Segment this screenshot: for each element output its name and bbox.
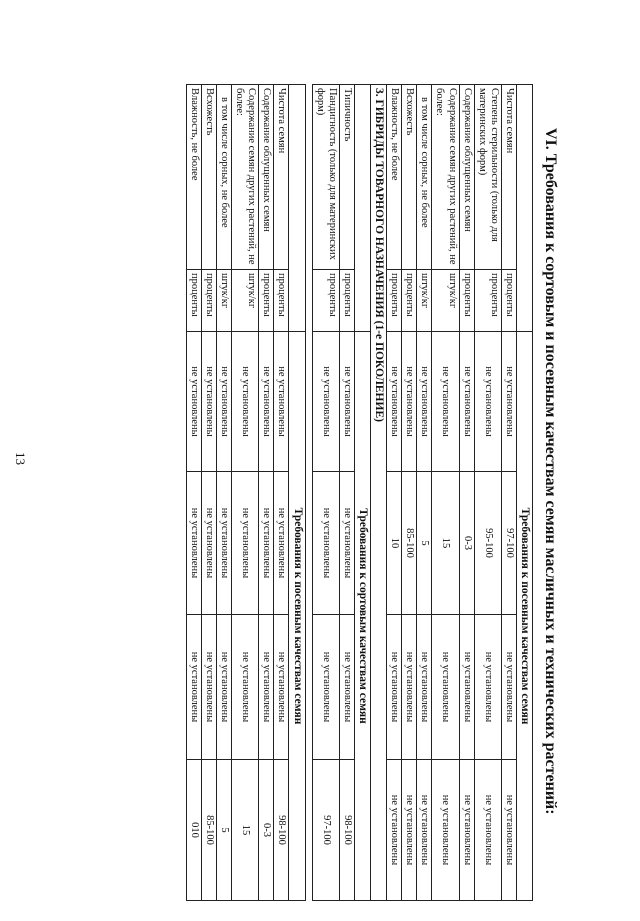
indicator-name: Всхожесть — [202, 85, 217, 270]
indicator-name: Содержание семян других растений, не более: — [432, 85, 459, 270]
unit-cell: проценты — [274, 270, 289, 332]
value-cell: не установлены — [501, 760, 516, 901]
indicator-name: Содержание семян других растений, не более: — [232, 85, 259, 270]
unit-cell: проценты — [459, 270, 474, 332]
value-cell: не установлены — [387, 760, 402, 901]
indicator-name: Типичность — [339, 85, 354, 270]
subheader-title: Требования к посевным качествам семян — [289, 332, 305, 901]
value-cell: 85-100 — [402, 472, 417, 615]
value-cell: не установлены — [417, 332, 432, 472]
indicator-name: Всхожесть — [402, 85, 417, 270]
subheader-row — [289, 85, 305, 901]
value-cell: не установлены — [402, 760, 417, 901]
value-cell: 97-100 — [501, 472, 516, 615]
unit-cell: проценты — [501, 270, 516, 332]
value-cell: 97-100 — [312, 760, 339, 901]
value-cell: не установлены — [259, 332, 274, 472]
value-cell: не установлены — [232, 615, 259, 760]
value-cell: 5 — [217, 760, 232, 901]
value-cell: не установлены — [417, 760, 432, 901]
requirements-table-wrapper — [83, 84, 533, 900]
unit-cell: проценты — [387, 270, 402, 332]
section-heading: VI. Требования к сортовым и посевным качествам семян масличных и технических растений: — [542, 128, 559, 815]
value-cell: 98-100 — [339, 760, 354, 901]
value-cell: 98-100 — [274, 760, 289, 901]
value-cell: не установлены — [474, 760, 501, 901]
unit-cell: штук/кг — [217, 270, 232, 332]
value-cell: не установлены — [387, 615, 402, 760]
value-cell: 0-3 — [259, 760, 274, 901]
indicator-name: Чистота семян — [501, 85, 516, 270]
value-cell: не установлены — [501, 332, 516, 472]
indicator-name: в том числе сорных, не более — [417, 85, 432, 270]
value-cell: не установлены — [232, 332, 259, 472]
value-cell: не установлены — [186, 472, 201, 615]
value-cell: не установлены — [312, 332, 339, 472]
value-cell: не установлены — [186, 332, 201, 472]
value-cell: не установлены — [274, 332, 289, 472]
table-row — [259, 85, 274, 901]
value-cell: не установлены — [312, 472, 339, 615]
value-cell: не установлены — [459, 615, 474, 760]
value-cell: не установлены — [459, 760, 474, 901]
value-cell: не установлены — [312, 615, 339, 760]
table-row — [417, 85, 432, 901]
unit-cell: штук/кг — [232, 270, 259, 332]
table-row — [501, 85, 516, 901]
value-cell: не установлены — [232, 472, 259, 615]
subheader-row — [516, 85, 532, 901]
value-cell: не установлены — [274, 472, 289, 615]
table-row — [474, 85, 501, 901]
value-cell: не установлены — [186, 615, 201, 760]
value-cell: не установлены — [501, 615, 516, 760]
value-cell: 010 — [186, 760, 201, 901]
value-cell: не установлены — [402, 332, 417, 472]
value-cell: не установлены — [459, 332, 474, 472]
unit-cell: штук/кг — [417, 270, 432, 332]
value-cell: не установлены — [339, 472, 354, 615]
value-cell: не установлены — [432, 615, 459, 760]
value-cell: 15 — [232, 760, 259, 901]
value-cell: не установлены — [402, 615, 417, 760]
subheader-row — [354, 85, 370, 901]
unit-cell: проценты — [402, 270, 417, 332]
value-cell: не установлены — [217, 472, 232, 615]
indicator-name: Влажность, не более — [186, 85, 201, 270]
subheader-title: Требования к посевным качествам семян — [516, 332, 532, 901]
unit-cell: проценты — [474, 270, 501, 332]
section-row — [371, 85, 387, 901]
indicator-name: Пандигность (только для материнских форм) — [312, 85, 339, 270]
value-cell: не установлены — [432, 332, 459, 472]
table-row — [339, 85, 354, 901]
section-title: 3. ГИБРИДЫ ТОВАРНОГО НАЗНАЧЕНИЯ (1-е ПОКОЛЕНИЕ) — [371, 85, 387, 901]
subheader-title: Требования к сортовым качествам семян — [354, 332, 370, 901]
value-cell: не установлены — [417, 615, 432, 760]
unit-cell: проценты — [259, 270, 274, 332]
spacer-row — [305, 85, 312, 901]
table-row — [274, 85, 289, 901]
value-cell: не установлены — [387, 332, 402, 472]
value-cell: не установлены — [339, 615, 354, 760]
value-cell: не установлены — [474, 615, 501, 760]
value-cell: не установлены — [217, 332, 232, 472]
value-cell: не установлены — [259, 472, 274, 615]
unit-cell: проценты — [186, 270, 201, 332]
table-row — [202, 85, 217, 901]
value-cell: не установлены — [202, 332, 217, 472]
unit-cell: штук/кг — [432, 270, 459, 332]
indicator-name: в том числе сорных, не более — [217, 85, 232, 270]
indicator-name: Содержание облущенных семян — [459, 85, 474, 270]
value-cell: не установлены — [274, 615, 289, 760]
value-cell: 15 — [432, 472, 459, 615]
table-row — [232, 85, 259, 901]
table-row — [432, 85, 459, 901]
value-cell: не установлены — [202, 472, 217, 615]
table-row — [312, 85, 339, 901]
value-cell: не установлены — [217, 615, 232, 760]
indicator-name: Степень стерильности (только для материнских форм) — [474, 85, 501, 270]
value-cell: не установлены — [474, 332, 501, 472]
requirements-table — [186, 84, 533, 901]
value-cell: не установлены — [339, 332, 354, 472]
value-cell: 85-100 — [202, 760, 217, 901]
table-row — [402, 85, 417, 901]
value-cell: 10 — [387, 472, 402, 615]
unit-cell: проценты — [202, 270, 217, 332]
table-row — [217, 85, 232, 901]
unit-cell: проценты — [339, 270, 354, 332]
table-row — [459, 85, 474, 901]
indicator-name: Влажность, не более — [387, 85, 402, 270]
value-cell: не установлены — [432, 760, 459, 901]
table-row — [186, 85, 201, 901]
value-cell: 95-100 — [474, 472, 501, 615]
indicator-name: Чистота семян — [274, 85, 289, 270]
value-cell: не установлены — [202, 615, 217, 760]
value-cell: 0-3 — [459, 472, 474, 615]
unit-cell: проценты — [312, 270, 339, 332]
value-cell: 5 — [417, 472, 432, 615]
indicator-name: Содержание облущенных семян — [259, 85, 274, 270]
table-row — [387, 85, 402, 901]
value-cell: не установлены — [259, 615, 274, 760]
page-number: 13 — [13, 452, 28, 465]
